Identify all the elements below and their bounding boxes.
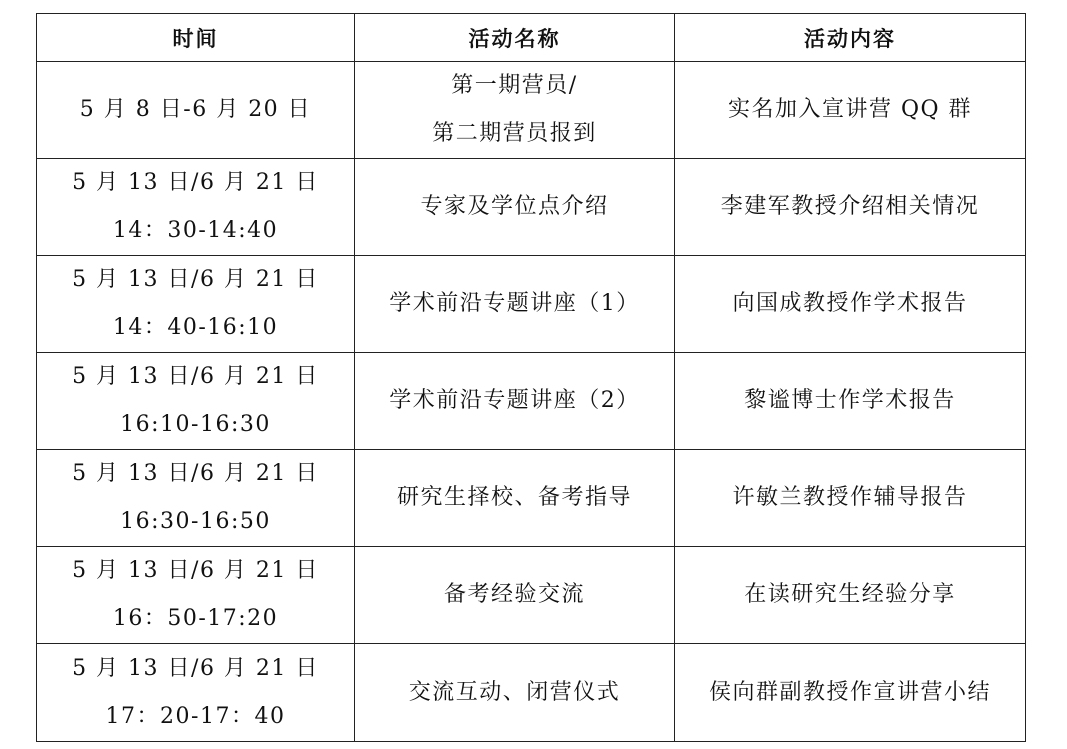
table-row [37,159,1026,256]
table-row [37,644,1026,742]
activity-name-line: 第二期营员报到 [432,121,597,146]
activity-name-cell [355,353,675,450]
activity-content-cell: 在读研究生经验分享 [675,547,1026,644]
header-activity-content: 活动内容 [675,14,1026,62]
time-date: 5 月 8 日-6 月 20 日 [79,97,312,122]
time-cell [37,450,355,547]
time-date: 5 月 13 日/6 月 21 日 [72,655,319,681]
time-cell [37,62,355,159]
time-date: 5 月 13 日/6 月 21 日 [72,558,319,583]
time-range: 14：30-14:40 [112,218,279,243]
activity-name-cell [355,62,675,159]
time-range: 16：50-17:20 [112,606,279,631]
time-date: 5 月 13 日/6 月 21 日 [72,461,319,486]
time-range: 16:10-16:30 [120,412,271,437]
time-date: 5 月 13 日/6 月 21 日 [72,364,319,389]
time-date: 5 月 13 日/6 月 21 日 [72,267,319,292]
activity-content-cell: 许敏兰教授作辅导报告 [675,450,1026,547]
activity-name-line: 交流互动、闭营仪式 [408,679,621,705]
activity-content-cell: 向国成教授作学术报告 [675,256,1026,353]
time-cell [37,547,355,644]
activity-content-cell: 黎谧博士作学术报告 [675,353,1026,450]
table-row [37,547,1026,644]
activity-name-line: 研究生择校、备考指导 [396,485,632,510]
time-cell [37,256,355,353]
schedule-table-container [36,13,1025,742]
activity-name-cell [355,547,675,644]
time-cell [37,159,355,256]
activity-content-cell: 实名加入宣讲营 QQ 群 [675,62,1026,159]
activity-name-line: 备考经验交流 [443,582,585,607]
activity-name-cell [355,644,675,742]
time-date: 5 月 13 日/6 月 21 日 [72,170,319,195]
activity-content-cell: 侯向群副教授作宣讲营小结 [675,644,1026,742]
table-row [37,450,1026,547]
table-row [37,256,1026,353]
activity-name-line: 学术前沿专题讲座（2） [389,388,640,413]
header-activity-name: 活动名称 [355,14,675,62]
activity-name-line: 学术前沿专题讲座（1） [389,291,640,316]
time-cell [37,353,355,450]
table-row [37,353,1026,450]
activity-name-line: 专家及学位点介绍 [420,194,609,219]
time-range: 17：20-17：40 [105,703,286,729]
header-time: 时间 [37,14,355,62]
table-row [37,62,1026,159]
time-cell [37,644,355,742]
schedule-table [36,13,1026,742]
time-range: 14：40-16:10 [112,315,279,340]
activity-name-cell [355,159,675,256]
activity-name-line: 第一期营员/ [451,73,578,98]
activity-content-cell: 李建军教授介绍相关情况 [675,159,1026,256]
table-header-row [37,14,1026,62]
activity-name-cell [355,450,675,547]
activity-name-cell [355,256,675,353]
time-range: 16:30-16:50 [120,509,271,534]
